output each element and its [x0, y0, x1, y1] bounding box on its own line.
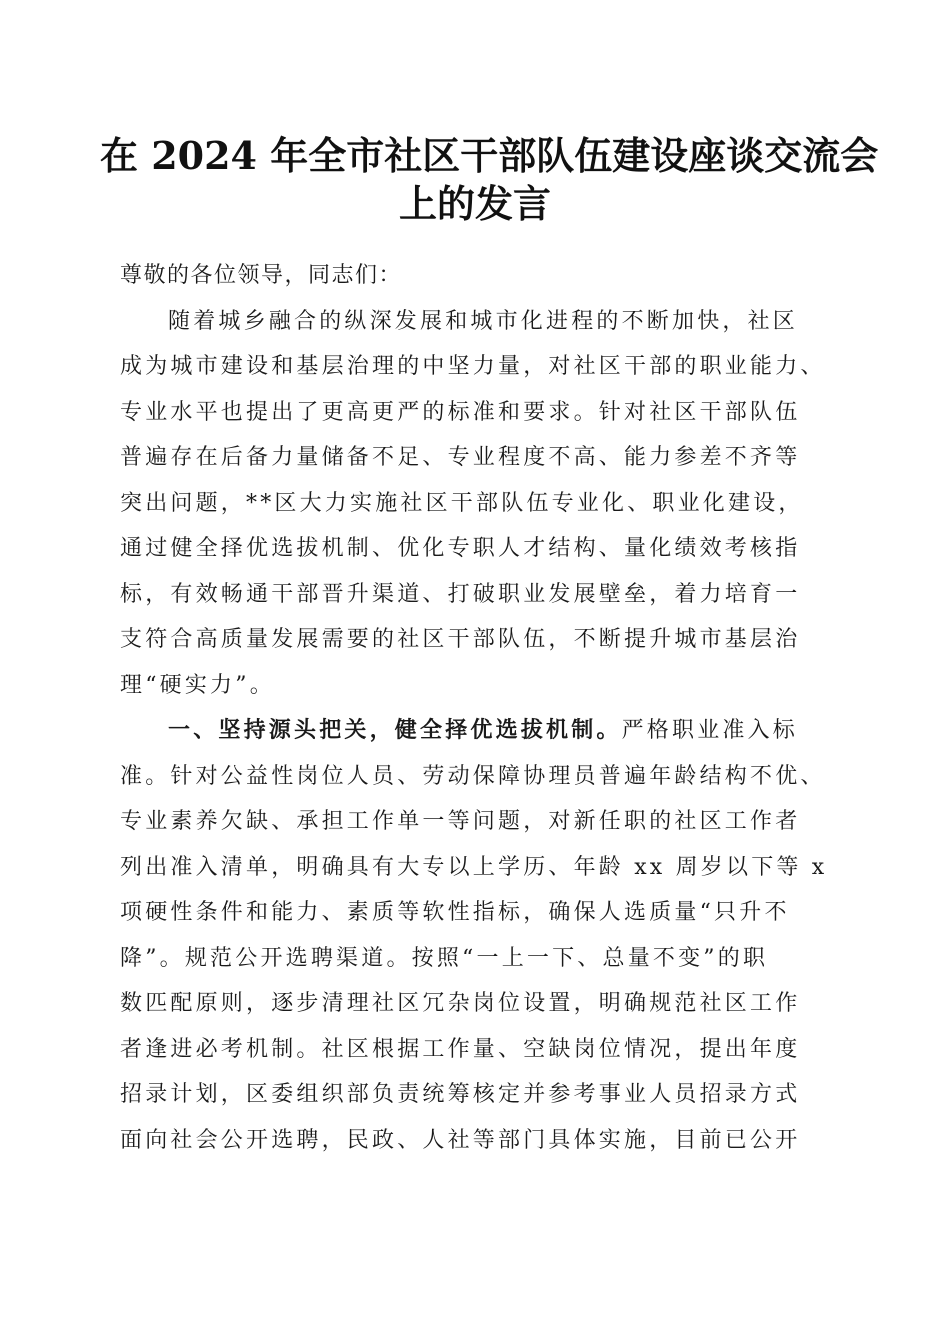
section-1-first-line-text: 严格职业准入标	[621, 718, 799, 743]
section-1-first-line	[120, 708, 840, 754]
paragraph-line: 理“硬实力”。	[120, 672, 275, 698]
document-body	[120, 253, 840, 1163]
document-title	[100, 132, 879, 228]
paragraph-line: 突出问题，**区大力实施社区干部队伍专业化、职业化建设，	[120, 490, 804, 516]
paragraph-line: 降”。规范公开选聘渠道。按照“一上一下、总量不变”的职	[120, 945, 769, 971]
paragraph-intro	[120, 299, 840, 709]
paragraph-line: 项硬性条件和能力、素质等软性指标，确保人选质量“只升不	[120, 900, 790, 925]
paragraph-line: 准。针对公益性岗位人员、劳动保障协理员普遍年龄结构不优、	[120, 763, 826, 789]
paragraph-line: 专业素养欠缺、承担工作单一等问题，对新任职的社区工作者	[120, 809, 801, 834]
title-line-2: 上的发言	[398, 181, 551, 226]
paragraph-line: 支符合高质量发展需要的社区干部队伍，不断提升城市基层治	[120, 627, 801, 652]
section-1	[120, 708, 840, 1163]
paragraph-line: 列出准入清单，明确具有大专以上学历、年龄 xx 周岁以下等 x	[120, 854, 828, 880]
paragraph-line: 面向社会公开选聘，民政、人社等部门具体实施，目前已公开	[120, 1127, 801, 1153]
paragraph-line: 招录计划，区委组织部负责统筹核定并参考事业人员招录方式	[120, 1082, 801, 1107]
paragraph-line: 普遍存在后备力量储备不足、专业程度不高、能力参差不齐等	[120, 445, 801, 470]
paragraph-line: 者逢进必考机制。社区根据工作量、空缺岗位情况，提出年度	[120, 1036, 801, 1062]
salutation: 尊敬的各位领导，同志们：	[120, 263, 403, 288]
paragraph-line: 成为城市建设和基层治理的中坚力量，对社区干部的职业能力、	[120, 354, 826, 379]
section-1-heading: 一、坚持源头把关，健全择优选拔机制。	[168, 717, 622, 743]
paragraph-line: 标，有效畅通干部晋升渠道、打破职业发展壁垒，着力培育一	[120, 581, 801, 607]
paragraph-line: 专业水平也提出了更高更严的标准和要求。针对社区干部队伍	[120, 399, 801, 425]
paragraph-line: 随着城乡融合的纵深发展和城市化进程的不断加快，社区	[168, 308, 799, 334]
title-line-1: 在 2024 年全市社区干部队伍建设座谈交流会	[100, 133, 879, 178]
paragraph-line: 通过健全择优选拔机制、优化专职人才结构、量化绩效考核指	[120, 536, 801, 561]
paragraph-line: 数匹配原则，逐步清理社区冗杂岗位设置，明确规范社区工作	[120, 991, 801, 1016]
